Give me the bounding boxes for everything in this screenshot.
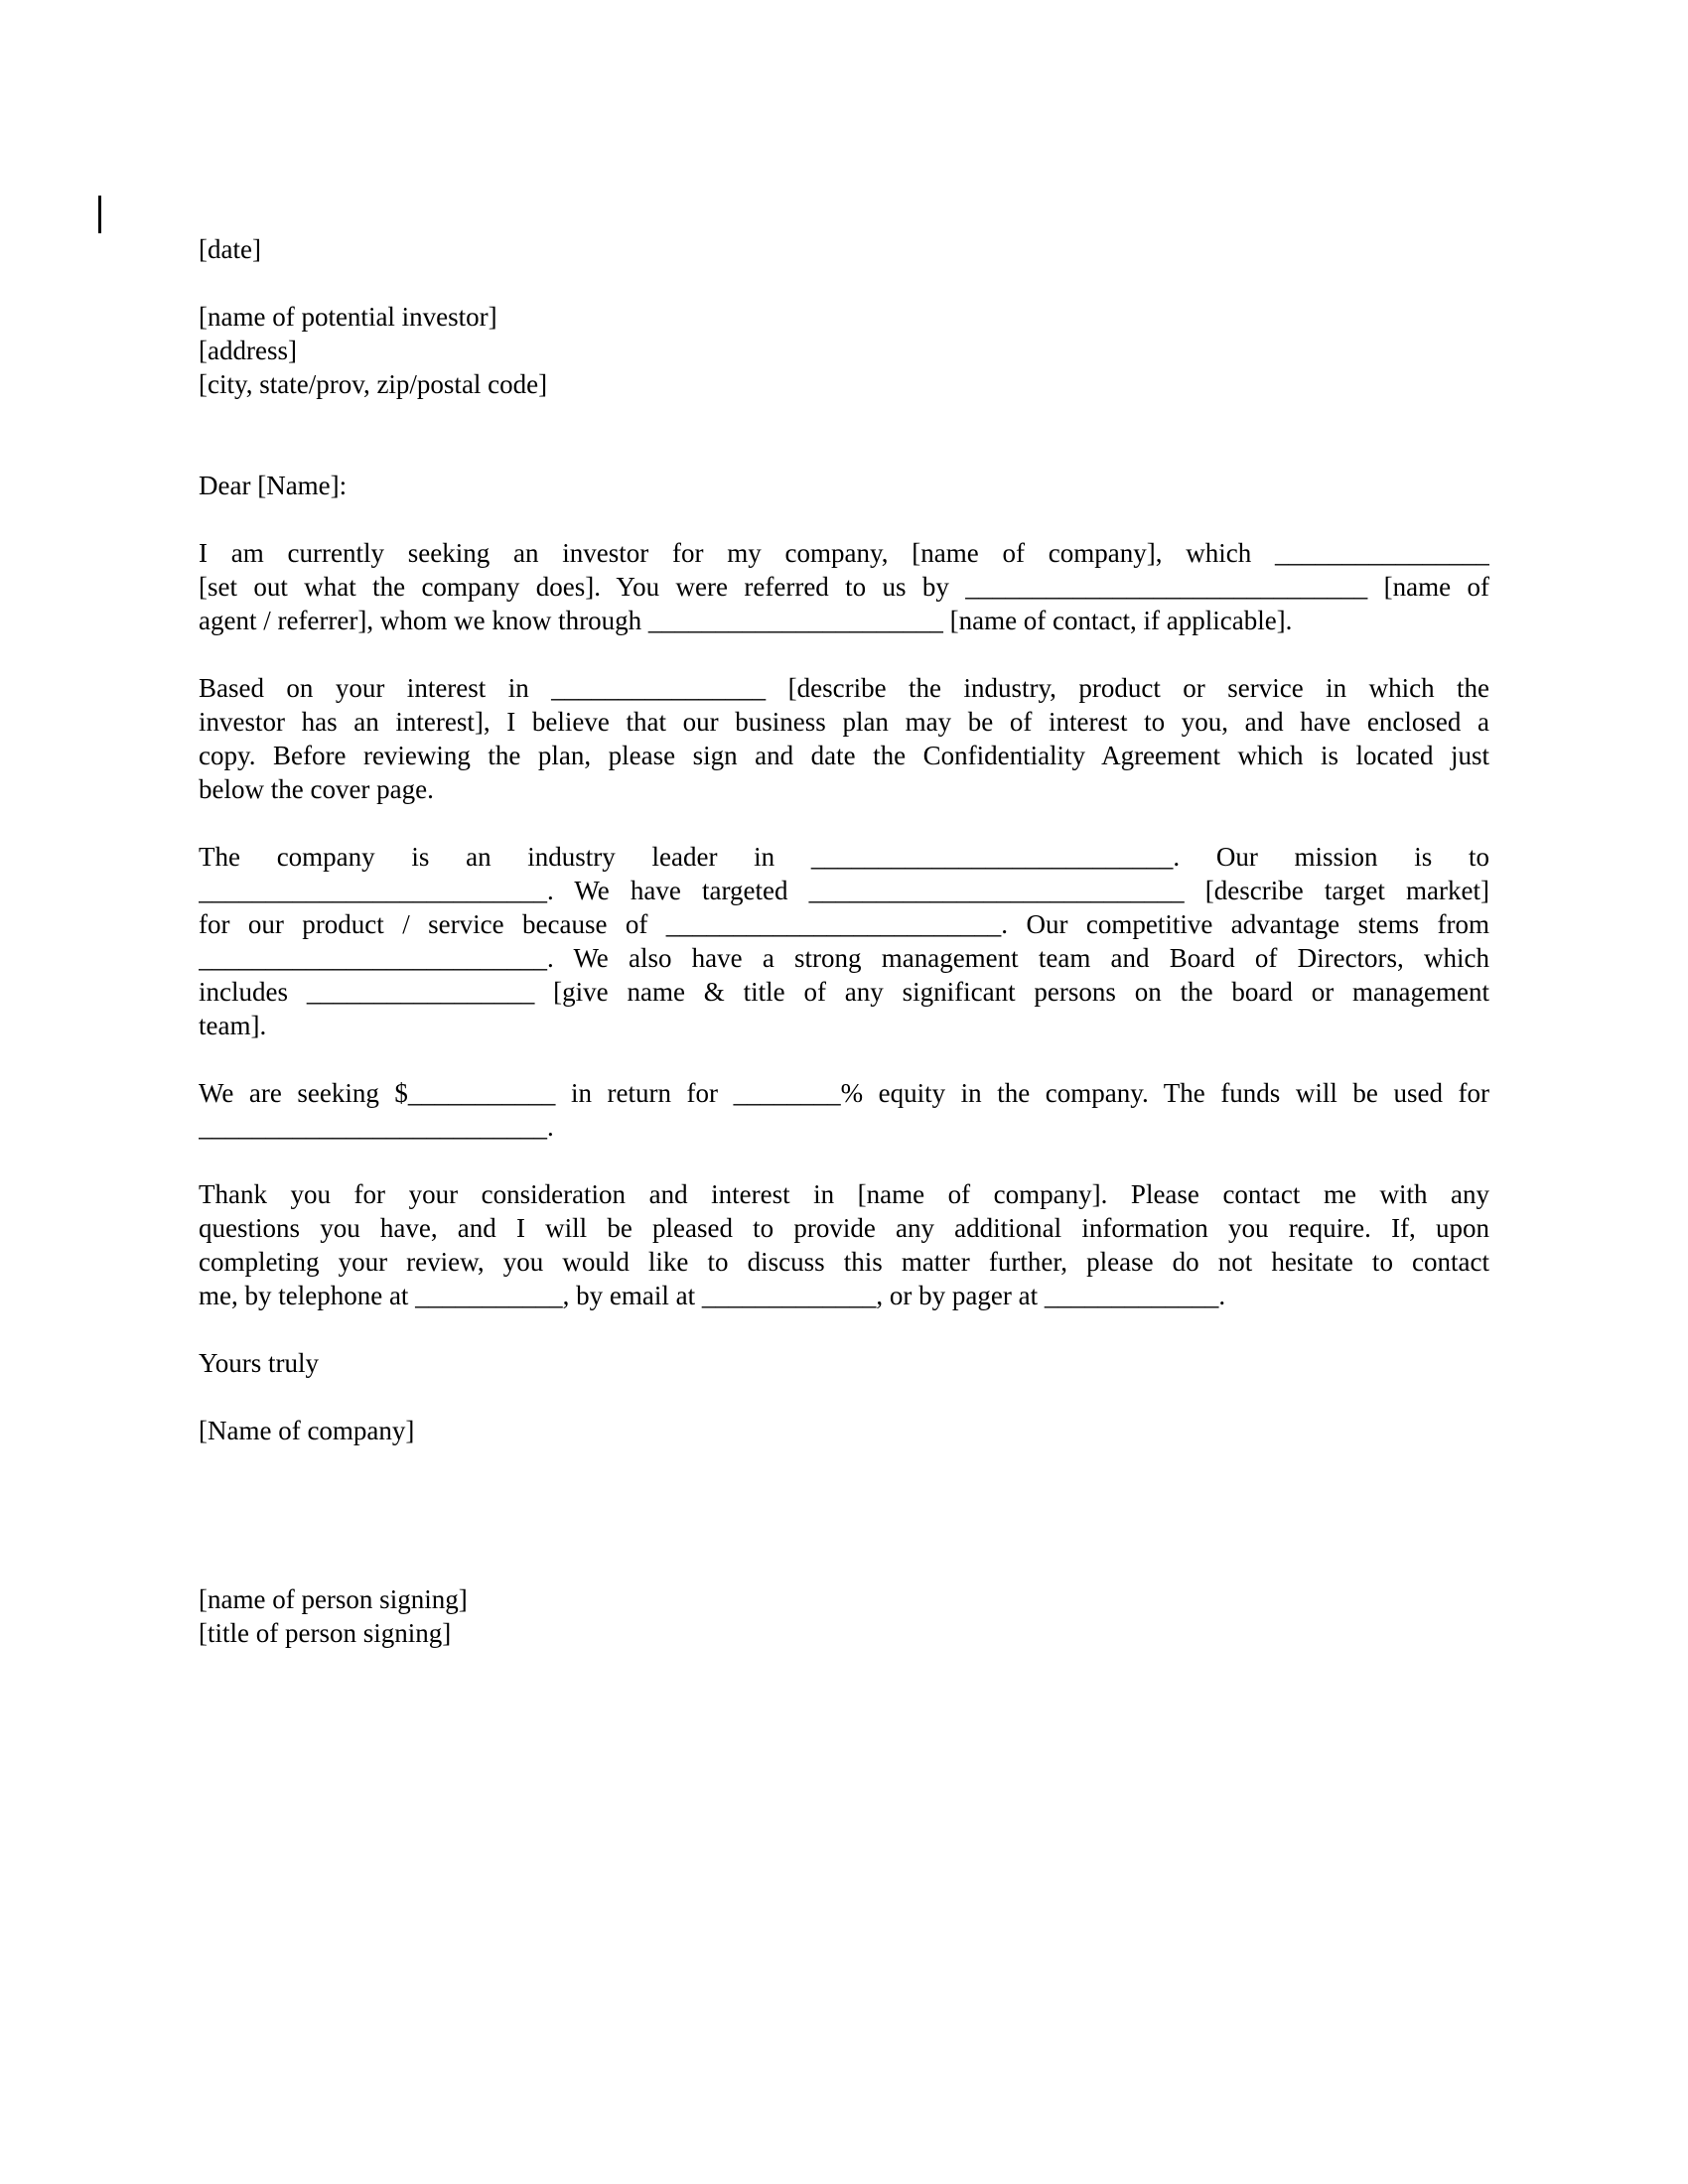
greeting-line [199,469,1489,502]
recipient-address-placeholder: [address] [199,336,297,365]
text-cursor [98,196,101,233]
paragraph-line: The company is an industry leader in ___________________________. Our mission is to [199,842,1489,872]
paragraph-funding-request [199,1076,1489,1144]
valediction-text: Yours truly [199,1348,320,1378]
paragraph-line: me, by telephone at ___________, by email at _____________, or by pager at _____________. [199,1281,1226,1310]
paragraph-line: __________________________. [199,1112,554,1142]
signer-name-placeholder: [name of person signing] [199,1584,468,1614]
paragraph-line: __________________________. We have targeted ____________________________ [describe target market] [199,876,1489,905]
paragraph-line: copy. Before reviewing the plan, please sign and date the Confidentiality Agreement which is located just [199,741,1489,770]
letter-body [199,232,1489,1650]
signer-title-placeholder: [title of person signing] [199,1618,452,1648]
recipient-city-placeholder: [city, state/prov, zip/postal code] [199,369,548,399]
paragraph-seeking-investor [199,536,1489,637]
paragraph-line: [set out what the company does]. You were referred to us by ______________________________ [name of [199,572,1489,602]
paragraph-line: __________________________. We also have a strong management team and Board of Directors, which [199,943,1489,973]
paragraph-line: We are seeking $___________ in return for ________% equity in the company. The funds will be used for [199,1078,1489,1108]
recipient-block [199,300,1489,401]
paragraph-line: for our product / service because of _________________________. Our competitive advantage stems from [199,909,1489,939]
paragraph-thank-you [199,1177,1489,1312]
paragraph-line: questions you have, and I will be pleased to provide any additional information you require. If, upon [199,1213,1489,1243]
date-placeholder: [date] [199,234,261,264]
company-signature-line [199,1414,1489,1447]
date-block [199,232,1489,266]
paragraph-line: completing your review, you would like to discuss this matter further, please do not hesitate to contact [199,1247,1489,1277]
paragraph-line: investor has an interest], I believe that our business plan may be of interest to you, and have enclosed a [199,707,1489,737]
paragraph-line: agent / referrer], whom we know through ______________________ [name of contact, if applicable]. [199,606,1293,635]
paragraph-line: Thank you for your consideration and interest in [name of company]. Please contact me with any [199,1179,1489,1209]
paragraph-line: below the cover page. [199,774,434,804]
paragraph-line: Based on your interest in ________________ [describe the industry, product or service in which the [199,673,1489,703]
paragraph-line: I am currently seeking an investor for my company, [name of company], which ________________ [199,538,1489,568]
greeting-text: Dear [Name]: [199,471,348,500]
paragraph-interest-business-plan [199,671,1489,806]
recipient-name-placeholder: [name of potential investor] [199,302,497,332]
paragraph-line: team]. [199,1011,267,1040]
paragraph-line: includes _________________ [give name & title of any significant persons on the board or management [199,977,1489,1007]
valediction-line [199,1346,1489,1380]
signer-block [199,1582,1489,1650]
company-name-placeholder: [Name of company] [199,1416,415,1445]
paragraph-company-profile [199,840,1489,1042]
